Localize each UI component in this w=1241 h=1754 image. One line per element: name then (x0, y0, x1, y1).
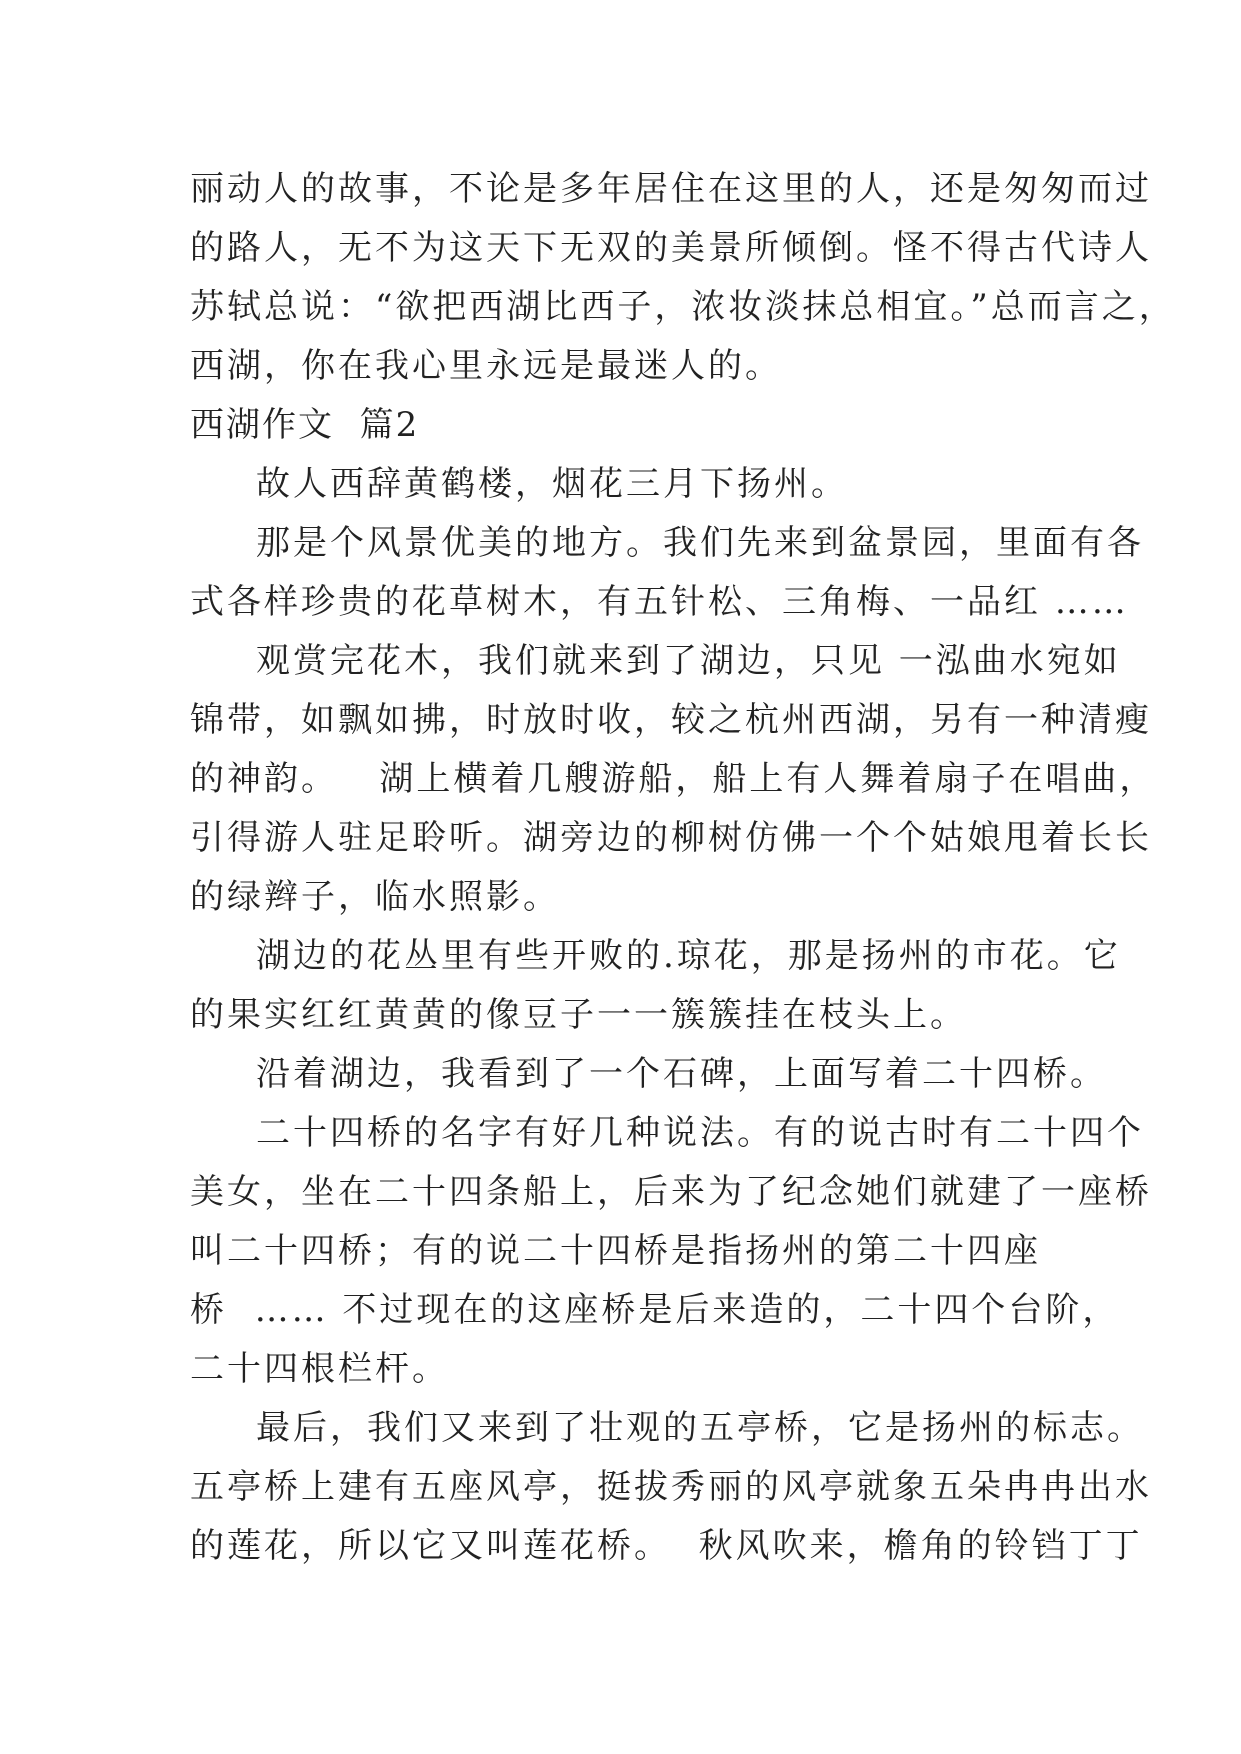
text-line: 的绿辫子，临水照影。 (190, 877, 560, 917)
text-line: 的神韵。 湖上横着几艘游船，船上有人舞着扇子在唱曲， (190, 759, 1157, 799)
text-line: 沿着湖边，我看到了一个石碑，上面写着二十四桥。 (256, 1054, 1107, 1094)
text-line: 的路人，无不为这天下无双的美景所倾倒。怪不得古代诗人 (190, 228, 1152, 268)
text-line: 二十四根栏杆。 (190, 1349, 449, 1389)
section-heading: 西湖作文 篇2 (190, 405, 420, 445)
text-line: 湖边的花丛里有些开败的.琼花，那是扬州的市花。它 (256, 936, 1121, 976)
text-line: 故人西辞黄鹤楼，烟花三月下扬州。 (256, 464, 848, 504)
text-line: 丽动人的故事，不论是多年居住在这里的人，还是匆匆而过 (190, 169, 1152, 209)
text-line: 二十四桥的名字有好几种说法。有的说古时有二十四个 (256, 1113, 1144, 1153)
text-line: 苏轼总说：“欲把西湖比西子，浓妆淡抹总相宜。”总而言之， (190, 287, 1176, 327)
text-line: 的莲花，所以它又叫莲花桥。 秋风吹来，檐角的铃铛丁丁 (190, 1526, 1143, 1566)
text-line: 美女，坐在二十四条船上，后来为了纪念她们就建了一座桥 (190, 1172, 1152, 1212)
text-line: 最后，我们又来到了壮观的五亭桥，它是扬州的标志。 (256, 1408, 1144, 1448)
text-line: 的果实红红黄黄的像豆子一一簇簇挂在枝头上。 (190, 995, 967, 1035)
text-line: 锦带，如飘如拂，时放时收，较之杭州西湖，另有一种清瘦 (190, 700, 1152, 740)
text-line: 式各样珍贵的花草树木，有五针松、三角梅、一品红 …… (190, 582, 1129, 622)
text-line: 观赏完花木，我们就来到了湖边，只见 一泓曲水宛如 (256, 641, 1121, 681)
text-line: 桥 …… 不过现在的这座桥是后来造的，二十四个台阶， (190, 1290, 1120, 1330)
text-line: 西湖，你在我心里永远是最迷人的。 (190, 346, 782, 386)
text-line: 那是个风景优美的地方。我们先来到盆景园，里面有各 (256, 523, 1144, 563)
text-line: 五亭桥上建有五座风亭，挺拔秀丽的风亭就象五朵冉冉出水 (190, 1467, 1152, 1507)
essay-body (190, 160, 1176, 1576)
text-line: 叫二十四桥；有的说二十四桥是指扬州的第二十四座 (190, 1231, 1041, 1271)
text-line: 引得游人驻足聆听。湖旁边的柳树仿佛一个个姑娘甩着长长 (190, 818, 1152, 858)
